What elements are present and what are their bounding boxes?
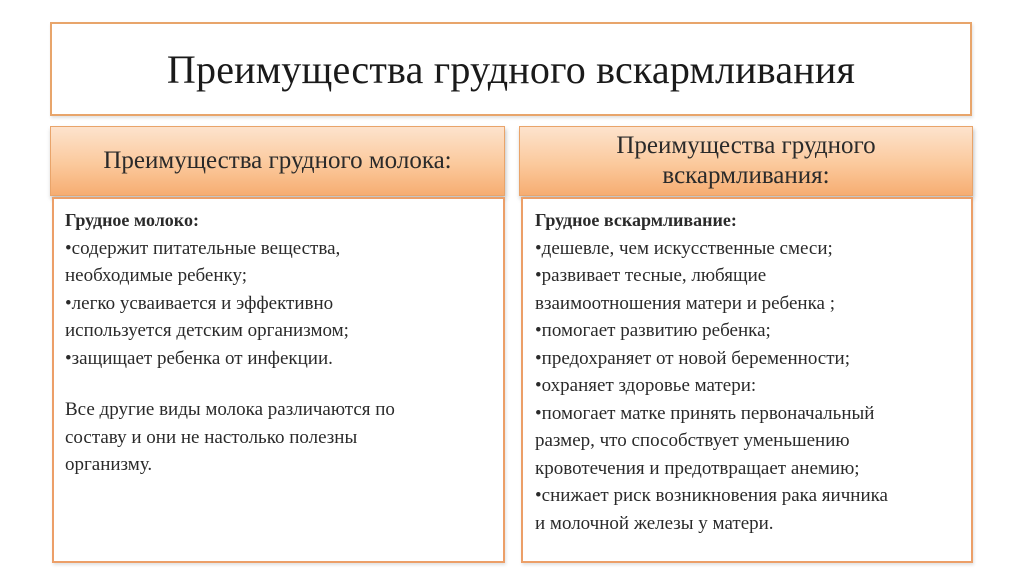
list-item: •помогает развитию ребенка; [535, 320, 771, 341]
spacer [65, 372, 493, 396]
list-item: •содержит питательные вещества, необходимые ребенку; [65, 237, 341, 286]
right-column-body [521, 197, 973, 563]
right-header-text: Преимущества грудного вскармливания: [616, 132, 876, 189]
left-column-header [50, 126, 505, 196]
page-title: Преимущества грудного вскармливания [166, 46, 856, 92]
list-item: •развивает тесные, любящие взаимоотношения матери и ребенка ; [535, 265, 835, 314]
list-item: •предохраняет от новой беременности; [535, 347, 850, 369]
list-item: •снижает риск возникновения рака яичника и молочной железы у матери. [535, 485, 888, 534]
left-note: Все другие виды молока различаются по составу и они не настолько полезны организму. [65, 399, 395, 475]
right-lead: Грудное вскармливание: [535, 210, 737, 230]
left-header-text: Преимущества грудного молока: [103, 147, 452, 174]
list-item: •защищает ребенка от инфекции. [65, 347, 333, 369]
left-lead: Грудное молоко: [65, 210, 199, 230]
list-item: •помогает матке принять первоначальный размер, что способствует уменьшению кровотечения и предотвращает анемию; [535, 402, 875, 479]
left-column-body [52, 197, 505, 563]
title-box [50, 22, 972, 116]
list-item: •дешевле, чем искусственные смеси; [535, 237, 833, 259]
list-item: •охраняет здоровье матери: [535, 375, 757, 396]
right-column-header [519, 126, 973, 196]
list-item: •легко усваивается и эффективно используется детским организмом; [65, 292, 349, 341]
